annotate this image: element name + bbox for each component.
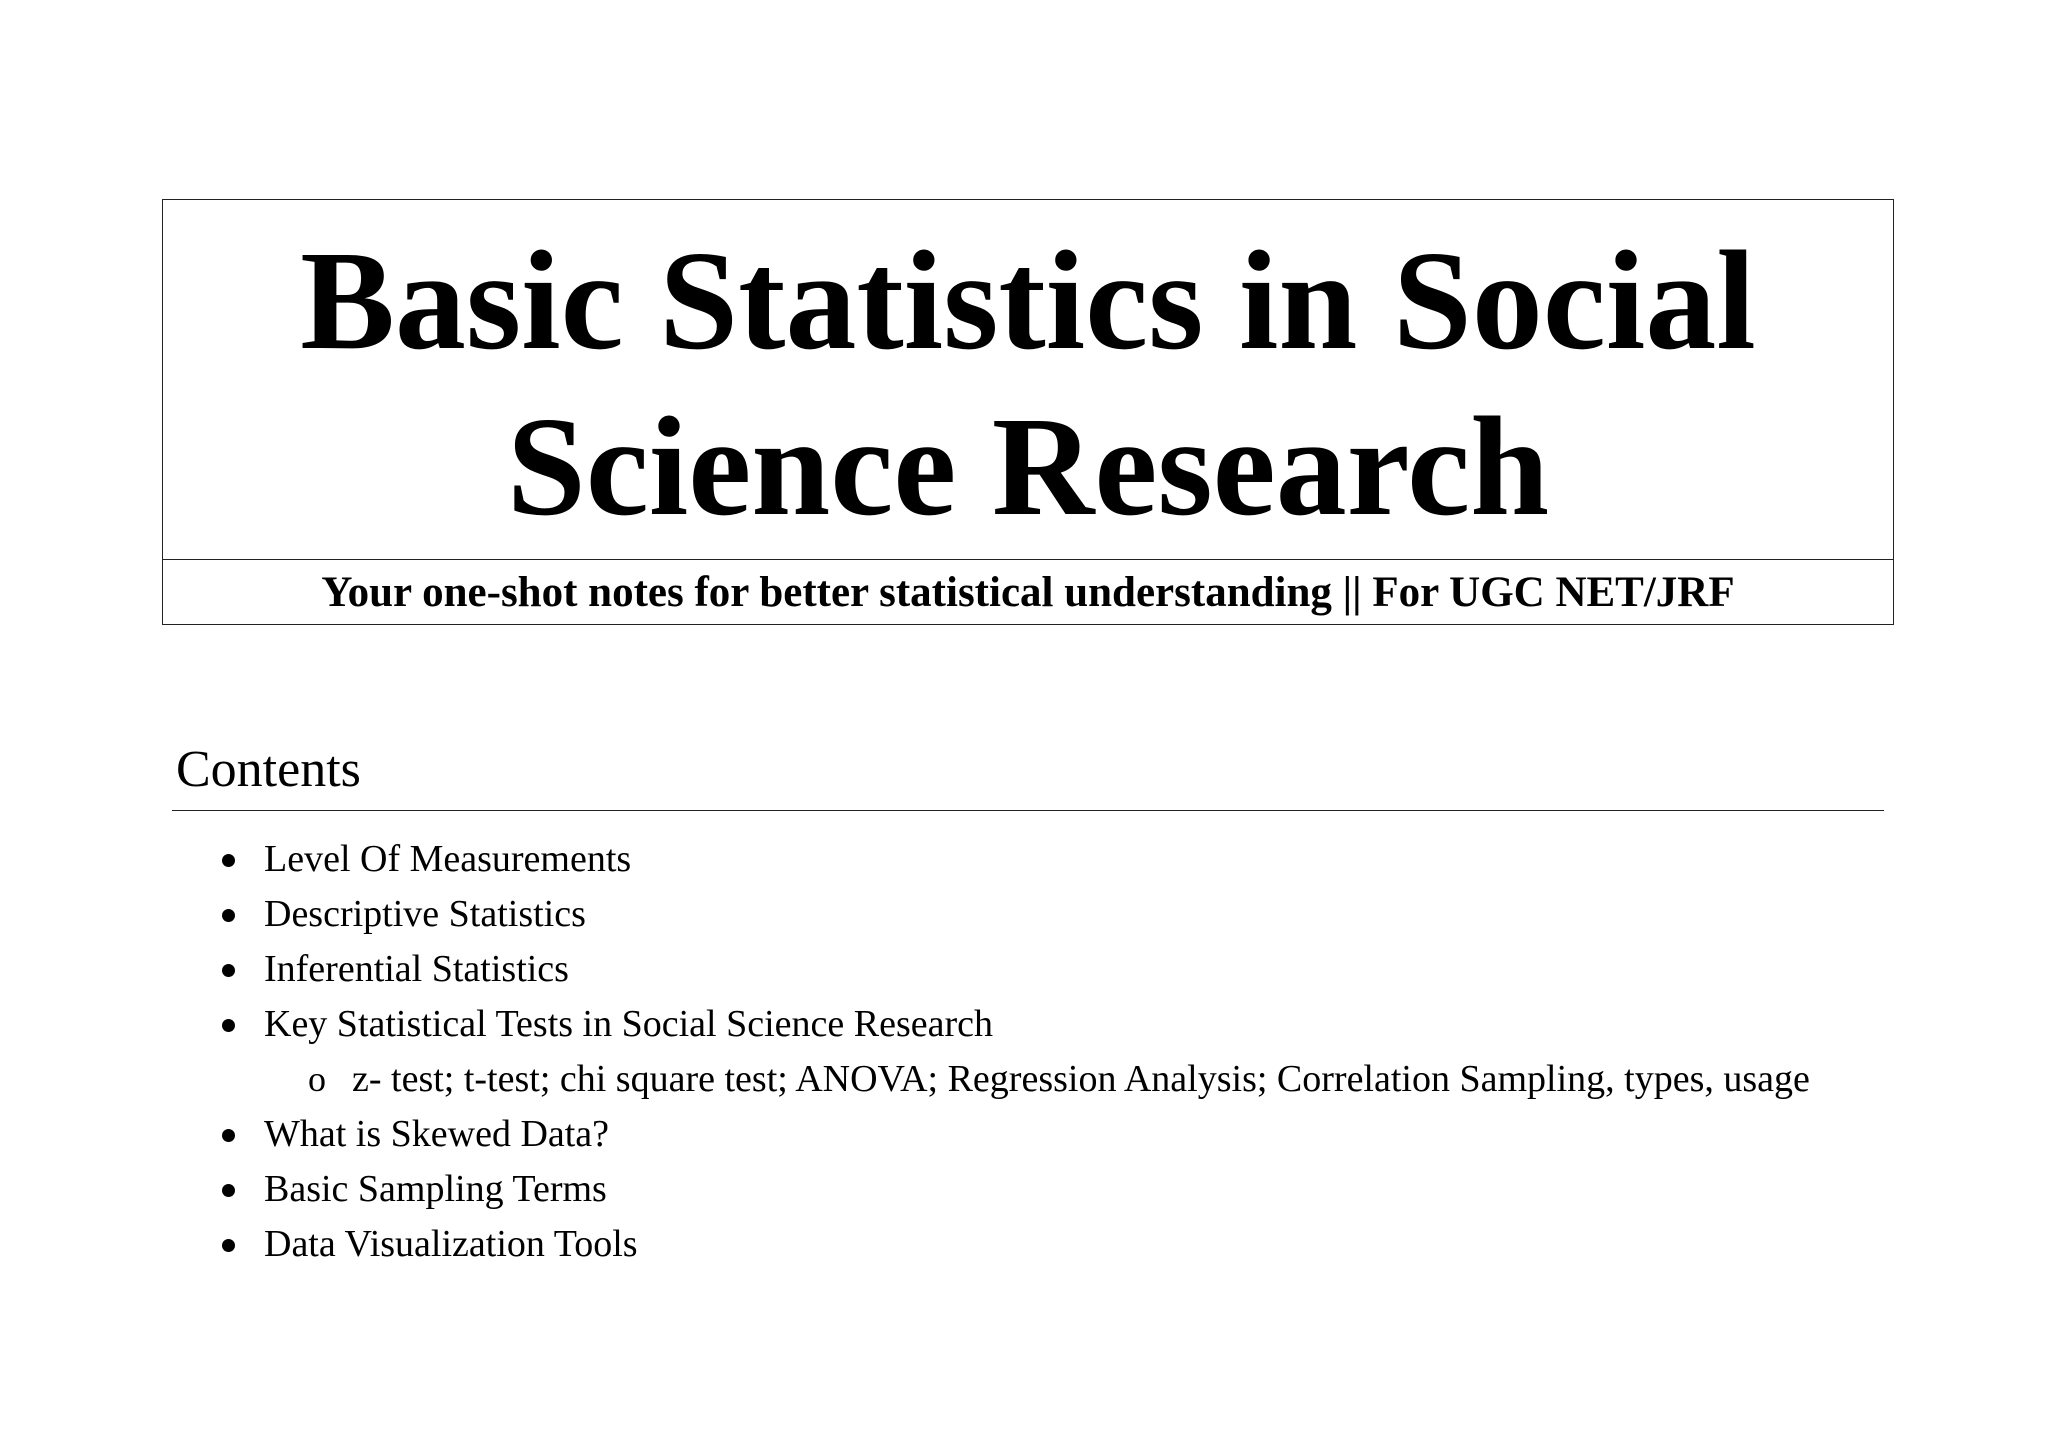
toc-subitem-tests — [0, 1052, 1810, 1107]
title-block — [163, 200, 1893, 560]
toc-subitem-label: z- test; t-test; chi square test; ANOVA; Regression Analysis; Correlation Sampling, types, usage — [352, 1058, 1810, 1100]
bullet-icon — [222, 909, 235, 922]
toc-item-label: Descriptive Statistics — [264, 893, 586, 935]
bullet-icon — [222, 1019, 235, 1032]
toc-item-label: Key Statistical Tests in Social Science Research — [264, 1003, 993, 1045]
toc-item-key-statistical-tests — [0, 997, 1810, 1052]
toc-item-label: Inferential Statistics — [264, 948, 569, 990]
bullet-icon — [222, 1184, 235, 1197]
toc-item-label: Data Visualization Tools — [264, 1223, 638, 1265]
toc-item-skewed-data — [0, 1107, 1810, 1162]
bullet-icon — [222, 1239, 235, 1252]
contents-heading: Contents — [176, 741, 361, 798]
bullet-icon — [222, 964, 235, 977]
toc-item-level-of-measurements — [0, 832, 1810, 887]
hollow-bullet-icon: o — [308, 1059, 326, 1099]
title-box — [162, 199, 1894, 625]
toc-item-descriptive-statistics — [0, 887, 1810, 942]
bullet-icon — [222, 1129, 235, 1142]
toc-item-label: Level Of Measurements — [264, 838, 632, 880]
toc-item-inferential-statistics — [0, 942, 1810, 997]
contents-divider — [172, 810, 1884, 811]
toc-item-data-visualization-tools — [0, 1217, 1810, 1272]
bullet-icon — [222, 854, 235, 867]
table-of-contents — [0, 832, 1810, 1272]
toc-item-label: What is Skewed Data? — [264, 1113, 610, 1155]
toc-item-basic-sampling-terms — [0, 1162, 1810, 1217]
document-title: Basic Statistics in Social Science Research — [300, 220, 1756, 545]
document-subtitle: Your one-shot notes for better statistical understanding || For UGC NET/JRF — [321, 568, 1735, 616]
toc-item-label: Basic Sampling Terms — [264, 1168, 607, 1210]
